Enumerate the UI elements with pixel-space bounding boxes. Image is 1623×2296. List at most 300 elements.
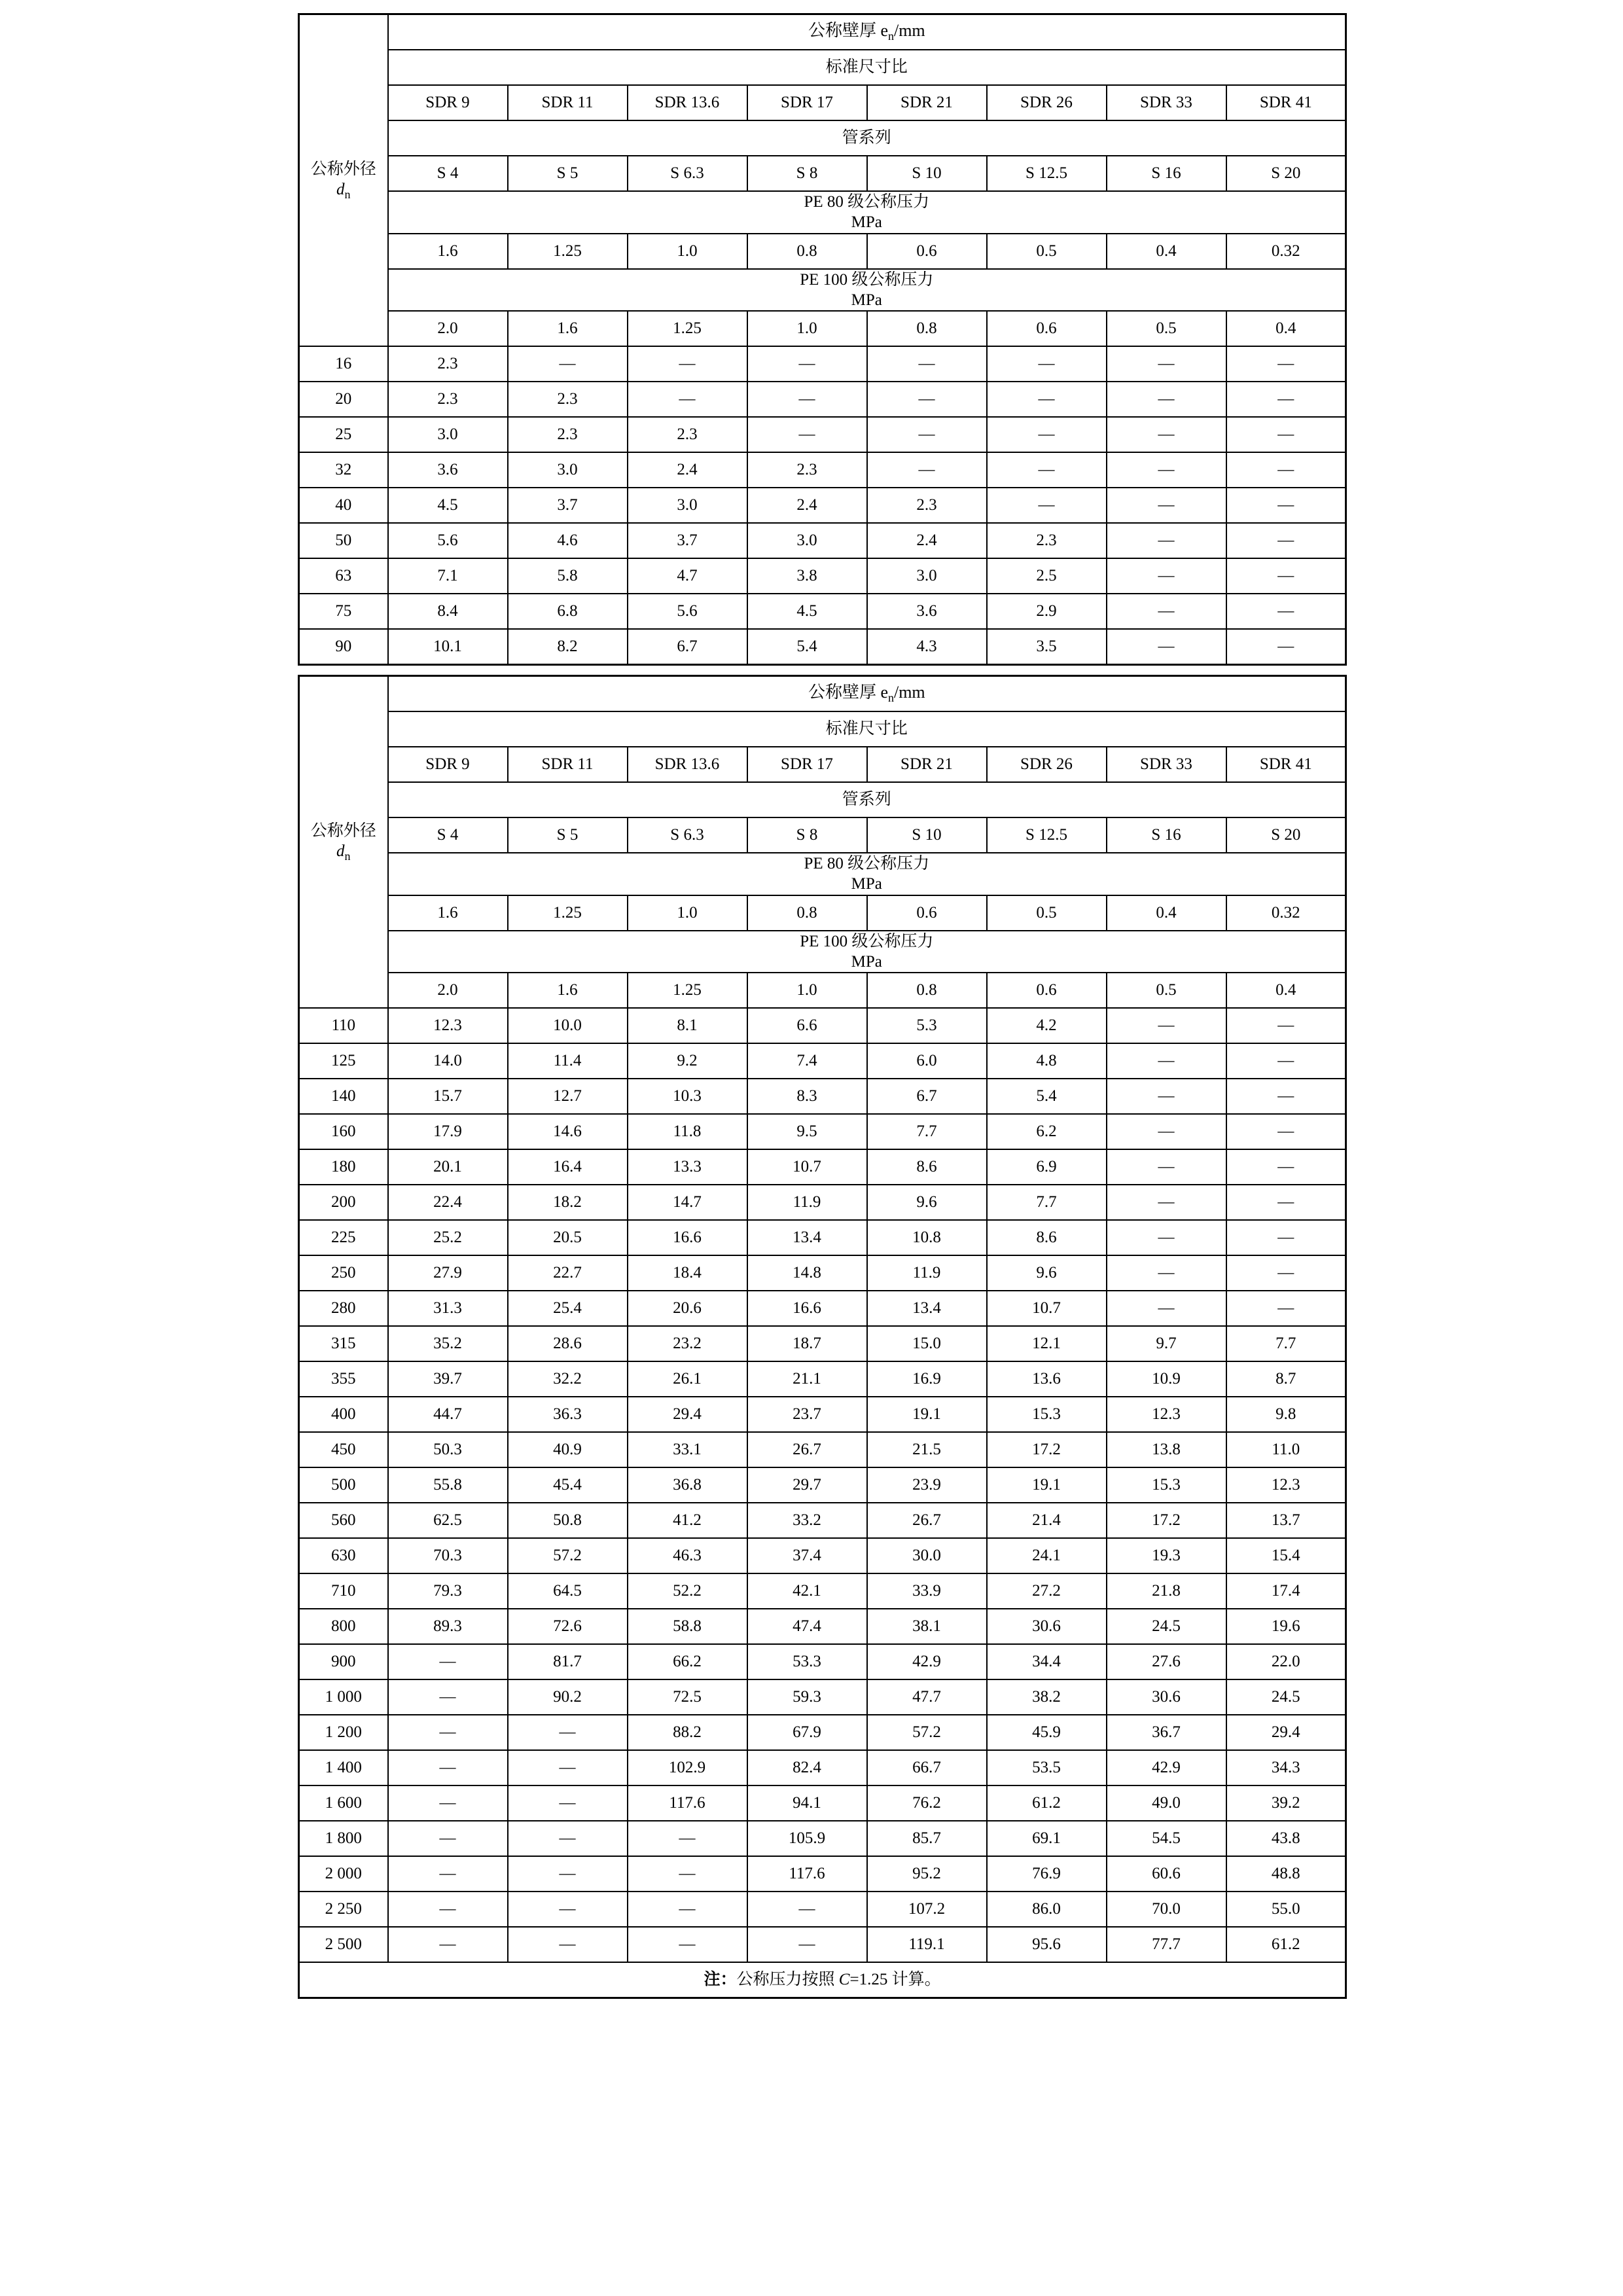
cell-wall-thickness: 16.4 <box>508 1149 628 1185</box>
table-note-row <box>299 1962 1346 1998</box>
od-symbol-sub-2: n <box>344 849 351 863</box>
header-row-sdr-label <box>299 50 1346 85</box>
cell-nominal-od: 800 <box>299 1609 388 1644</box>
od-label-2: 公称外径 <box>310 821 376 840</box>
cell-wall-thickness: 27.2 <box>987 1573 1107 1609</box>
table-note-cell <box>299 1962 1346 1998</box>
header-cell-pe100: 0.8 <box>867 311 987 346</box>
cell-nominal-od: 2 250 <box>299 1892 388 1927</box>
table-row <box>299 1503 1346 1538</box>
cell-wall-thickness: 57.2 <box>867 1715 987 1750</box>
cell-wall-thickness: 17.4 <box>1226 1573 1346 1609</box>
cell-wall-thickness: 13.6 <box>987 1361 1107 1397</box>
cell-wall-thickness: 7.7 <box>987 1185 1107 1220</box>
cell-wall-thickness: 36.3 <box>508 1397 628 1432</box>
cell-wall-thickness: — <box>987 417 1107 452</box>
cell-wall-thickness: 33.1 <box>628 1432 747 1467</box>
cell-wall-thickness: 25.4 <box>508 1291 628 1326</box>
wall-thickness-unit-1: /mm <box>893 21 925 41</box>
cell-wall-thickness: 9.2 <box>628 1043 747 1079</box>
header-cell-pe100: 0.5 <box>1107 311 1226 346</box>
cell-wall-thickness: 6.0 <box>867 1043 987 1079</box>
header-cell-sdr: SDR 13.6 <box>628 85 747 120</box>
cell-wall-thickness: 94.1 <box>747 1785 867 1821</box>
table-row <box>299 1397 1346 1432</box>
header-cell-series: S 20 <box>1226 156 1346 191</box>
cell-wall-thickness: — <box>747 1927 867 1962</box>
cell-wall-thickness: 2.3 <box>508 417 628 452</box>
cell-wall-thickness: 26.7 <box>747 1432 867 1467</box>
table-row <box>299 1043 1346 1079</box>
cell-wall-thickness: 39.2 <box>1226 1785 1346 1821</box>
pe80-unit-2: MPa <box>851 875 882 893</box>
header-cell-pe100: 1.0 <box>747 973 867 1008</box>
header-cell-pe80: 0.4 <box>1107 895 1226 931</box>
cell-nominal-od: 125 <box>299 1043 388 1079</box>
cell-wall-thickness: 3.0 <box>508 452 628 488</box>
header-cell-pe100: 1.25 <box>628 311 747 346</box>
header-cell-sdr: SDR 17 <box>747 747 867 782</box>
header-cell-pe100-label <box>388 269 1346 312</box>
cell-wall-thickness: — <box>1226 1220 1346 1255</box>
cell-wall-thickness: 5.4 <box>747 629 867 665</box>
cell-wall-thickness: 88.2 <box>628 1715 747 1750</box>
cell-wall-thickness: 15.3 <box>987 1397 1107 1432</box>
cell-wall-thickness: — <box>628 382 747 417</box>
header-cell-sdr: SDR 13.6 <box>628 747 747 782</box>
table-body-part2 <box>299 1008 1346 1962</box>
header-cell-wall-thickness <box>388 676 1346 712</box>
table-row <box>299 1326 1346 1361</box>
od-label-1: 公称外径 <box>310 160 376 178</box>
cell-wall-thickness: 42.9 <box>867 1644 987 1679</box>
table-row <box>299 382 1346 417</box>
cell-wall-thickness: 38.1 <box>867 1609 987 1644</box>
cell-wall-thickness: 15.3 <box>1107 1467 1226 1503</box>
cell-wall-thickness: 81.7 <box>508 1644 628 1679</box>
cell-nominal-od: 500 <box>299 1467 388 1503</box>
header-cell-series: S 5 <box>508 156 628 191</box>
cell-wall-thickness: 72.6 <box>508 1609 628 1644</box>
cell-nominal-od: 2 500 <box>299 1927 388 1962</box>
cell-wall-thickness: 76.9 <box>987 1856 1107 1892</box>
cell-nominal-od: 1 400 <box>299 1750 388 1785</box>
cell-wall-thickness: — <box>867 382 987 417</box>
cell-wall-thickness: — <box>1107 1220 1226 1255</box>
cell-wall-thickness: — <box>1107 1291 1226 1326</box>
header-row-series-label <box>299 120 1346 156</box>
header-cell-pe80: 0.6 <box>867 234 987 269</box>
header-cell-sdr: SDR 41 <box>1226 85 1346 120</box>
cell-wall-thickness: — <box>508 1927 628 1962</box>
note-text-before: 公称压力按照 <box>736 1971 839 1989</box>
header-row-pe80-label <box>299 191 1346 234</box>
table-row <box>299 1432 1346 1467</box>
cell-nominal-od: 200 <box>299 1185 388 1220</box>
header-cell-series: S 4 <box>388 817 508 853</box>
cell-wall-thickness: 20.1 <box>388 1149 508 1185</box>
cell-wall-thickness: 39.7 <box>388 1361 508 1397</box>
cell-wall-thickness: 53.5 <box>987 1750 1107 1785</box>
table-row <box>299 629 1346 665</box>
cell-wall-thickness: 12.3 <box>388 1008 508 1043</box>
cell-wall-thickness: — <box>1107 523 1226 558</box>
table-row <box>299 594 1346 629</box>
cell-wall-thickness: 18.2 <box>508 1185 628 1220</box>
cell-wall-thickness: — <box>987 452 1107 488</box>
cell-wall-thickness: 79.3 <box>388 1573 508 1609</box>
cell-wall-thickness: 30.0 <box>867 1538 987 1573</box>
header-cell-pe80-label <box>388 191 1346 234</box>
pe80-unit-1: MPa <box>851 213 882 232</box>
cell-wall-thickness: — <box>388 1750 508 1785</box>
header-cell-pe80: 0.6 <box>867 895 987 931</box>
header-cell-series: S 5 <box>508 817 628 853</box>
cell-wall-thickness: — <box>1226 1114 1346 1149</box>
cell-wall-thickness: 60.6 <box>1107 1856 1226 1892</box>
cell-wall-thickness: — <box>1226 382 1346 417</box>
header-row-sdr-label <box>299 711 1346 747</box>
cell-wall-thickness: 33.2 <box>747 1503 867 1538</box>
cell-wall-thickness: 14.6 <box>508 1114 628 1149</box>
cell-nominal-od: 63 <box>299 558 388 594</box>
cell-wall-thickness: 58.8 <box>628 1609 747 1644</box>
cell-wall-thickness: 12.1 <box>987 1326 1107 1361</box>
header-row-pe100-values <box>299 311 1346 346</box>
header-cell-pe80: 1.6 <box>388 895 508 931</box>
header-cell-sdr: SDR 17 <box>747 85 867 120</box>
header-cell-series: S 4 <box>388 156 508 191</box>
header-cell-series: S 16 <box>1107 156 1226 191</box>
cell-wall-thickness: 3.0 <box>388 417 508 452</box>
cell-wall-thickness: 70.0 <box>1107 1892 1226 1927</box>
wall-thickness-label-1: 公称壁厚 e <box>808 21 888 41</box>
spec-table-page <box>298 13 1345 1999</box>
header-cell-sdr: SDR 11 <box>508 747 628 782</box>
cell-wall-thickness: 4.5 <box>747 594 867 629</box>
cell-wall-thickness: — <box>1107 1008 1226 1043</box>
od-symbol-2: d <box>336 842 345 860</box>
cell-wall-thickness: — <box>1226 417 1346 452</box>
cell-wall-thickness: 105.9 <box>747 1821 867 1856</box>
cell-wall-thickness: — <box>508 346 628 382</box>
cell-wall-thickness: — <box>508 1715 628 1750</box>
table-row <box>299 1467 1346 1503</box>
cell-nominal-od: 110 <box>299 1008 388 1043</box>
header-cell-pe80: 0.32 <box>1226 895 1346 931</box>
table-row <box>299 1361 1346 1397</box>
pe80-label-1: PE 80 级公称压力 <box>804 193 930 211</box>
cell-wall-thickness: 24.5 <box>1107 1609 1226 1644</box>
cell-wall-thickness: 18.4 <box>628 1255 747 1291</box>
cell-nominal-od: 355 <box>299 1361 388 1397</box>
cell-wall-thickness: 8.7 <box>1226 1361 1346 1397</box>
cell-wall-thickness: 16.6 <box>747 1291 867 1326</box>
header-cell-pe100: 0.4 <box>1226 973 1346 1008</box>
cell-wall-thickness: 21.5 <box>867 1432 987 1467</box>
cell-wall-thickness: — <box>388 1644 508 1679</box>
cell-nominal-od: 1 600 <box>299 1785 388 1821</box>
header-row-pe80-values <box>299 895 1346 931</box>
header-row-series-values <box>299 817 1346 853</box>
header-cell-pe80: 1.0 <box>628 895 747 931</box>
cell-nominal-od: 250 <box>299 1255 388 1291</box>
header-cell-pe100: 0.8 <box>867 973 987 1008</box>
header-cell-sdr: SDR 21 <box>867 85 987 120</box>
cell-wall-thickness: — <box>1226 594 1346 629</box>
header-cell-pe100: 0.6 <box>987 311 1107 346</box>
cell-wall-thickness: 48.8 <box>1226 1856 1346 1892</box>
cell-wall-thickness: — <box>867 452 987 488</box>
cell-wall-thickness: 10.7 <box>987 1291 1107 1326</box>
cell-wall-thickness: 36.8 <box>628 1467 747 1503</box>
cell-wall-thickness: 13.8 <box>1107 1432 1226 1467</box>
cell-wall-thickness: 2.4 <box>628 452 747 488</box>
header-cell-pe80-label <box>388 853 1346 895</box>
header-cell-pe100: 0.5 <box>1107 973 1226 1008</box>
header-cell-pe100: 2.0 <box>388 973 508 1008</box>
cell-wall-thickness: 2.3 <box>867 488 987 523</box>
header-row-series-values <box>299 156 1346 191</box>
cell-wall-thickness: 117.6 <box>747 1856 867 1892</box>
cell-wall-thickness: 4.7 <box>628 558 747 594</box>
cell-wall-thickness: 34.3 <box>1226 1750 1346 1785</box>
header-cell-pe100: 1.6 <box>508 973 628 1008</box>
cell-nominal-od: 160 <box>299 1114 388 1149</box>
cell-wall-thickness: — <box>388 1679 508 1715</box>
cell-wall-thickness: — <box>1107 382 1226 417</box>
header-cell-series: S 6.3 <box>628 817 747 853</box>
cell-wall-thickness: — <box>867 417 987 452</box>
cell-wall-thickness: — <box>1107 629 1226 665</box>
cell-nominal-od: 225 <box>299 1220 388 1255</box>
table-row <box>299 1220 1346 1255</box>
cell-wall-thickness: 3.6 <box>867 594 987 629</box>
wall-thickness-sub-2: n <box>887 691 894 705</box>
cell-wall-thickness: 66.7 <box>867 1750 987 1785</box>
od-symbol-sub-1: n <box>344 187 351 201</box>
table-gap <box>298 666 1345 675</box>
cell-wall-thickness: 55.8 <box>388 1467 508 1503</box>
cell-wall-thickness: — <box>388 1892 508 1927</box>
cell-wall-thickness: 59.3 <box>747 1679 867 1715</box>
cell-wall-thickness: — <box>1226 523 1346 558</box>
header-cell-series: S 20 <box>1226 817 1346 853</box>
cell-wall-thickness: 33.9 <box>867 1573 987 1609</box>
cell-wall-thickness: 50.8 <box>508 1503 628 1538</box>
cell-wall-thickness: 5.6 <box>388 523 508 558</box>
pipe-wall-thickness-table-part1 <box>298 13 1347 666</box>
cell-wall-thickness: 102.9 <box>628 1750 747 1785</box>
cell-nominal-od: 90 <box>299 629 388 665</box>
cell-wall-thickness: 5.3 <box>867 1008 987 1043</box>
cell-wall-thickness: 47.7 <box>867 1679 987 1715</box>
header-cell-pe80: 0.4 <box>1107 234 1226 269</box>
header-row-pe80-label <box>299 853 1346 895</box>
cell-nominal-od: 900 <box>299 1644 388 1679</box>
cell-wall-thickness: 3.7 <box>628 523 747 558</box>
cell-wall-thickness: 26.1 <box>628 1361 747 1397</box>
cell-wall-thickness: 3.7 <box>508 488 628 523</box>
cell-wall-thickness: 2.3 <box>987 523 1107 558</box>
cell-nominal-od: 560 <box>299 1503 388 1538</box>
cell-wall-thickness: 12.3 <box>1226 1467 1346 1503</box>
header-cell-series: S 16 <box>1107 817 1226 853</box>
cell-wall-thickness: 85.7 <box>867 1821 987 1856</box>
header-cell-pe80: 0.32 <box>1226 234 1346 269</box>
cell-wall-thickness: — <box>747 346 867 382</box>
cell-wall-thickness: — <box>1226 1043 1346 1079</box>
cell-wall-thickness: 45.4 <box>508 1467 628 1503</box>
cell-wall-thickness: 95.6 <box>987 1927 1107 1962</box>
cell-wall-thickness: 24.1 <box>987 1538 1107 1573</box>
cell-wall-thickness: 6.7 <box>628 629 747 665</box>
note-label: 注： <box>704 1971 737 1989</box>
wall-thickness-sub-1: n <box>887 29 894 43</box>
cell-wall-thickness: 19.1 <box>987 1467 1107 1503</box>
cell-wall-thickness: — <box>1226 629 1346 665</box>
table-row <box>299 1185 1346 1220</box>
cell-wall-thickness: 19.1 <box>867 1397 987 1432</box>
cell-wall-thickness: — <box>1107 1114 1226 1149</box>
header-cell-series-label: 管系列 <box>388 782 1346 817</box>
cell-wall-thickness: 26.7 <box>867 1503 987 1538</box>
table-row <box>299 1892 1346 1927</box>
cell-wall-thickness: 2.4 <box>867 523 987 558</box>
cell-wall-thickness: — <box>1107 346 1226 382</box>
cell-wall-thickness: 19.6 <box>1226 1609 1346 1644</box>
cell-wall-thickness: 6.7 <box>867 1079 987 1114</box>
cell-wall-thickness: 29.7 <box>747 1467 867 1503</box>
cell-wall-thickness: 28.6 <box>508 1326 628 1361</box>
cell-wall-thickness: 13.3 <box>628 1149 747 1185</box>
cell-nominal-od: 315 <box>299 1326 388 1361</box>
header-cell-pe100: 1.6 <box>508 311 628 346</box>
cell-wall-thickness: 67.9 <box>747 1715 867 1750</box>
header-cell-pe80: 0.5 <box>987 895 1107 931</box>
header-cell-pe80: 0.5 <box>987 234 1107 269</box>
header-cell-sdr: SDR 26 <box>987 747 1107 782</box>
header-cell-pe100: 0.6 <box>987 973 1107 1008</box>
cell-wall-thickness: 2.3 <box>388 382 508 417</box>
cell-wall-thickness: 29.4 <box>628 1397 747 1432</box>
cell-wall-thickness: 40.9 <box>508 1432 628 1467</box>
cell-wall-thickness: 70.3 <box>388 1538 508 1573</box>
cell-wall-thickness: 12.7 <box>508 1079 628 1114</box>
cell-wall-thickness: 64.5 <box>508 1573 628 1609</box>
cell-wall-thickness: 34.4 <box>987 1644 1107 1679</box>
cell-wall-thickness: — <box>1107 1255 1226 1291</box>
cell-wall-thickness: — <box>1107 488 1226 523</box>
header-cell-pe80: 0.8 <box>747 234 867 269</box>
header-cell-pe100: 0.4 <box>1226 311 1346 346</box>
cell-wall-thickness: 4.3 <box>867 629 987 665</box>
header-cell-sdr: SDR 41 <box>1226 747 1346 782</box>
cell-wall-thickness: — <box>1226 1185 1346 1220</box>
cell-wall-thickness: 62.5 <box>388 1503 508 1538</box>
header-cell-nominal-od <box>299 14 388 347</box>
header-row-pe80-values <box>299 234 1346 269</box>
cell-wall-thickness: 77.7 <box>1107 1927 1226 1962</box>
header-cell-series: S 10 <box>867 156 987 191</box>
cell-wall-thickness: 13.4 <box>747 1220 867 1255</box>
cell-wall-thickness: 35.2 <box>388 1326 508 1361</box>
cell-wall-thickness: 15.7 <box>388 1079 508 1114</box>
cell-wall-thickness: 4.6 <box>508 523 628 558</box>
cell-wall-thickness: 11.4 <box>508 1043 628 1079</box>
cell-wall-thickness: 9.7 <box>1107 1326 1226 1361</box>
cell-wall-thickness: — <box>1226 558 1346 594</box>
cell-wall-thickness: 13.4 <box>867 1291 987 1326</box>
cell-wall-thickness: 9.5 <box>747 1114 867 1149</box>
cell-wall-thickness: 46.3 <box>628 1538 747 1573</box>
cell-nominal-od: 710 <box>299 1573 388 1609</box>
cell-wall-thickness: 117.6 <box>628 1785 747 1821</box>
cell-wall-thickness: — <box>1226 1149 1346 1185</box>
cell-wall-thickness: 18.7 <box>747 1326 867 1361</box>
cell-wall-thickness: 66.2 <box>628 1644 747 1679</box>
cell-wall-thickness: 17.2 <box>987 1432 1107 1467</box>
cell-wall-thickness: 38.2 <box>987 1679 1107 1715</box>
header-cell-series: S 6.3 <box>628 156 747 191</box>
table-row <box>299 1008 1346 1043</box>
table-row <box>299 1114 1346 1149</box>
cell-wall-thickness: — <box>1226 1255 1346 1291</box>
cell-wall-thickness: 12.3 <box>1107 1397 1226 1432</box>
cell-wall-thickness: 49.0 <box>1107 1785 1226 1821</box>
cell-wall-thickness: 76.2 <box>867 1785 987 1821</box>
cell-wall-thickness: 10.8 <box>867 1220 987 1255</box>
header-cell-pe80: 1.25 <box>508 895 628 931</box>
header-cell-pe100: 1.0 <box>747 311 867 346</box>
header-cell-pe80: 1.6 <box>388 234 508 269</box>
cell-nominal-od: 630 <box>299 1538 388 1573</box>
cell-wall-thickness: — <box>1107 1149 1226 1185</box>
cell-wall-thickness: 7.7 <box>867 1114 987 1149</box>
table-body-part1 <box>299 346 1346 665</box>
header-cell-wall-thickness <box>388 14 1346 50</box>
note-formula: C <box>838 1971 850 1989</box>
cell-wall-thickness: — <box>388 1821 508 1856</box>
note-text-after: =1.25 计算。 <box>849 1971 941 1989</box>
cell-wall-thickness: 89.3 <box>388 1609 508 1644</box>
cell-wall-thickness: — <box>1107 558 1226 594</box>
cell-wall-thickness: 57.2 <box>508 1538 628 1573</box>
header-cell-sdr: SDR 26 <box>987 85 1107 120</box>
header-row-sdr-values <box>299 747 1346 782</box>
cell-wall-thickness: 3.0 <box>867 558 987 594</box>
table-row <box>299 1785 1346 1821</box>
cell-wall-thickness: 54.5 <box>1107 1821 1226 1856</box>
cell-wall-thickness: — <box>987 346 1107 382</box>
cell-wall-thickness: 3.0 <box>747 523 867 558</box>
cell-wall-thickness: — <box>508 1821 628 1856</box>
cell-wall-thickness: — <box>1226 1079 1346 1114</box>
header-cell-pe100-label <box>388 931 1346 973</box>
cell-wall-thickness: — <box>388 1785 508 1821</box>
table-row <box>299 1644 1346 1679</box>
cell-wall-thickness: 17.2 <box>1107 1503 1226 1538</box>
cell-wall-thickness: 61.2 <box>987 1785 1107 1821</box>
cell-nominal-od: 450 <box>299 1432 388 1467</box>
header-row-pe100-label <box>299 269 1346 312</box>
pe100-unit-2: MPa <box>851 952 882 971</box>
cell-wall-thickness: 6.6 <box>747 1008 867 1043</box>
cell-wall-thickness: — <box>628 1821 747 1856</box>
header-cell-series: S 12.5 <box>987 156 1107 191</box>
cell-wall-thickness: 6.2 <box>987 1114 1107 1149</box>
cell-wall-thickness: 2.9 <box>987 594 1107 629</box>
